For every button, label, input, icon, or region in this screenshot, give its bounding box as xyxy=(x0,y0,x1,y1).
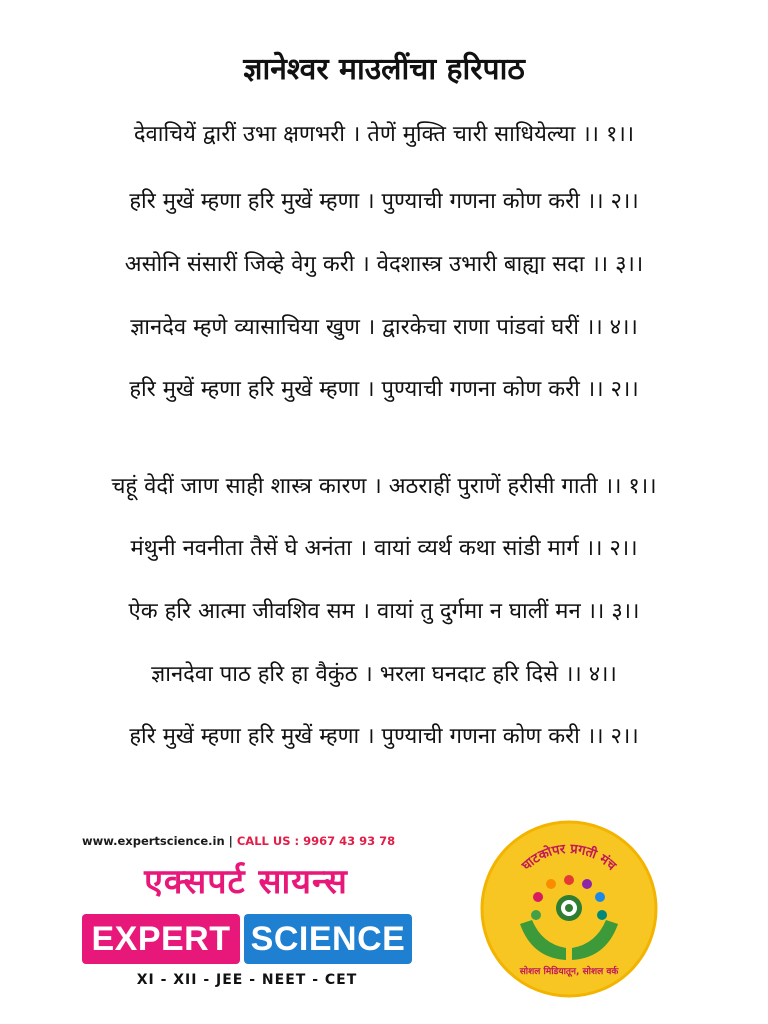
brand-expert: EXPERT xyxy=(82,914,240,964)
brand-tagline: XI - XII - JEE - NEET - CET xyxy=(136,972,358,988)
brand-marathi: एक्सपर्ट सायन्स xyxy=(144,862,348,902)
brand-logo xyxy=(82,914,412,964)
verse-line: देवाचियें द्वारीं उभा क्षणभरी । तेणें मुक्ति चारी साधियेल्या ।। १।। xyxy=(133,122,635,147)
contact-line xyxy=(82,834,422,848)
verse-line: हरि मुखें म्हणा हरि मुखें म्हणा । पुण्याची गणना कोण करी ।। २।। xyxy=(129,377,639,402)
seal-bottom-text: सोशल मिडियातून, सोशल वर्क xyxy=(519,967,619,977)
verse-line: हरि मुखें म्हणा हरि मुखें म्हणा । पुण्याची गणना कोण करी ।। २।। xyxy=(129,189,639,214)
verse-line: ज्ञानदेव म्हणे व्यासाचिया खुण । द्वारकेचा राणा पांडवां घरीं ।। ४।। xyxy=(130,315,638,340)
brand-science: SCIENCE xyxy=(244,914,412,964)
verse-line: ज्ञानदेवा पाठ हरि हा वैकुंठ । भरला घनदाट हरि दिसे ।। ४।। xyxy=(151,662,617,687)
verse-line: ऐक हरि आत्मा जीवशिव सम । वायां तु दुर्गमा न घालीं मन ।। ३।। xyxy=(128,599,640,624)
verse-line: चहूं वेदीं जाण साही शास्त्र कारण । अठराहीं पुराणें हरीसी गाती ।। १।। xyxy=(111,474,657,499)
ghatkopar-pragati-manch-logo-icon xyxy=(480,820,658,998)
seal-arc-text: घाटकोपर प्रगती मंच xyxy=(519,841,619,874)
website-link[interactable]: www.expertscience.in xyxy=(82,834,225,848)
verse-line: असोनि संसारीं जिव्हे वेगु करी । वेदशास्त्र उभारी बाह्या सदा ।। ३।। xyxy=(124,252,644,277)
page-title: ज्ञानेश्वर माउलींचा हरिपाठ xyxy=(243,52,525,87)
contact-separator: | xyxy=(224,834,237,848)
verse-line: हरि मुखें म्हणा हरि मुखें म्हणा । पुण्याची गणना कोण करी ।। २।। xyxy=(129,724,639,749)
verse-line: मंथुनी नवनीता तैसें घे अनंता । वायां व्यर्थ कथा सांडी मार्ग ।। २।। xyxy=(130,536,638,561)
call-number[interactable]: CALL US : 9967 43 93 78 xyxy=(236,834,396,848)
expert-science-ad xyxy=(82,834,412,994)
